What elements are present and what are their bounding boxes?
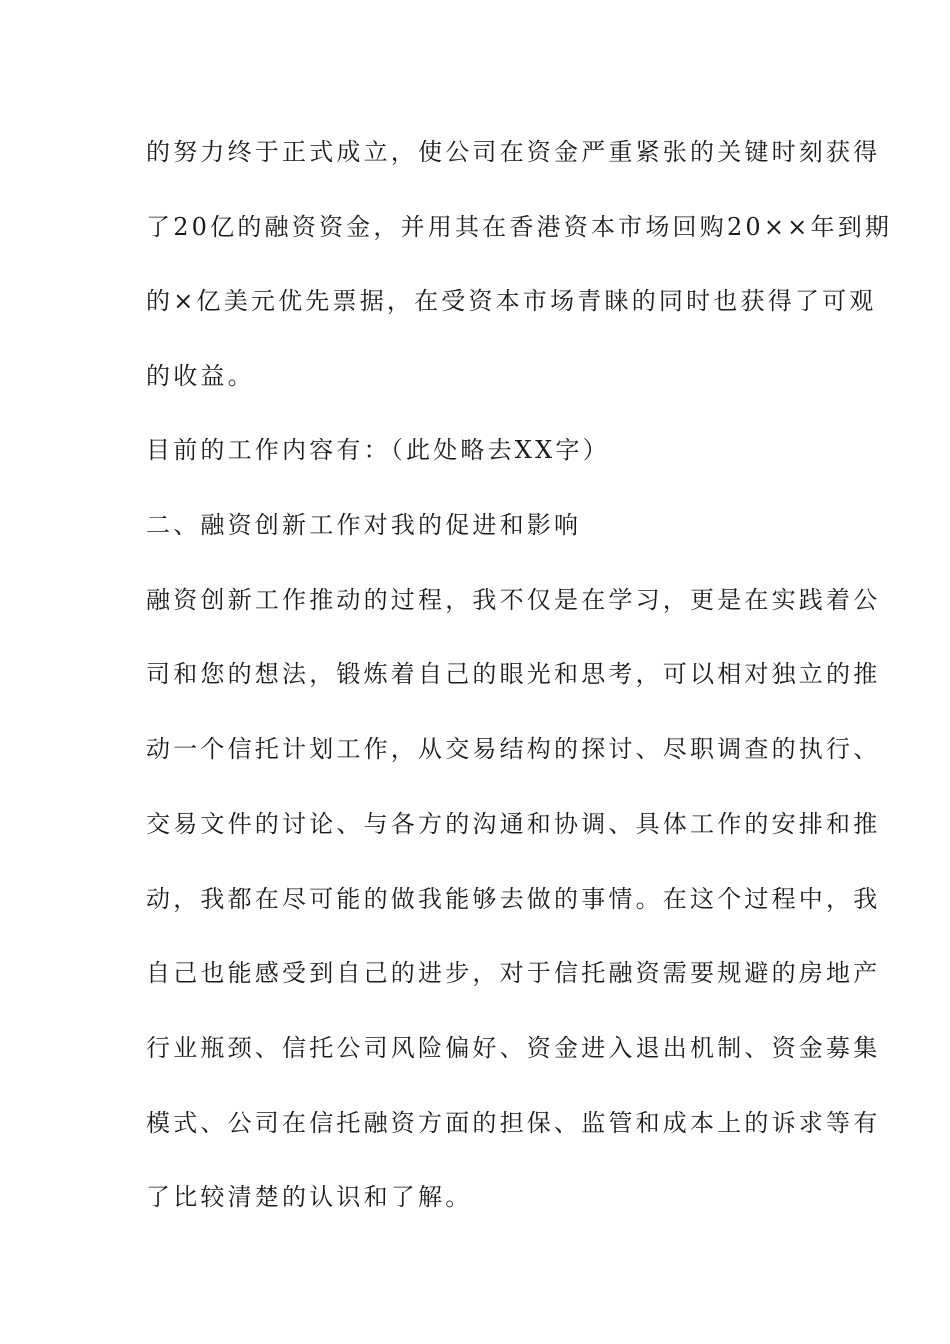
text-line: 自己也能感受到自己的进步，对于信托融资需要规避的房地产 [146,959,881,987]
text-line: 司和您的想法，锻炼着自己的眼光和思考，可以相对独立的推 [146,660,881,688]
text-line: 了比较清楚的认识和了解。 [146,1183,473,1211]
text-line: 融资创新工作推动的过程，我不仅是在学习，更是在实践着公 [146,586,881,614]
text-line: 的收益。 [146,362,255,390]
text-line: 模式、公司在信托融资方面的担保、监管和成本上的诉求等有 [146,1109,881,1137]
text-line: 交易文件的讨论、与各方的沟通和协调、具体工作的安排和推 [146,810,881,838]
text-line: 动一个信托计划工作，从交易结构的探讨、尽职调查的执行、 [146,735,881,763]
text-line: 目前的工作内容有：（此处略去XX字） [146,436,610,464]
text-line: 行业瓶颈、信托公司风险偏好、资金进入退出机制、资金募集 [146,1034,881,1062]
text-line: 的×亿美元优先票据，在受资本市场青睐的同时也获得了可观 [146,287,877,315]
text-line: 的努力终于正式成立，使公司在资金严重紧张的关键时刻获得 [146,138,881,166]
text-line: 了20亿的融资资金，并用其在香港资本市场回购20××年到期 [146,213,893,241]
text-line: 动，我都在尽可能的做我能够去做的事情。在这个过程中，我 [146,885,881,913]
section-heading: 二、融资创新工作对我的促进和影响 [146,511,582,539]
